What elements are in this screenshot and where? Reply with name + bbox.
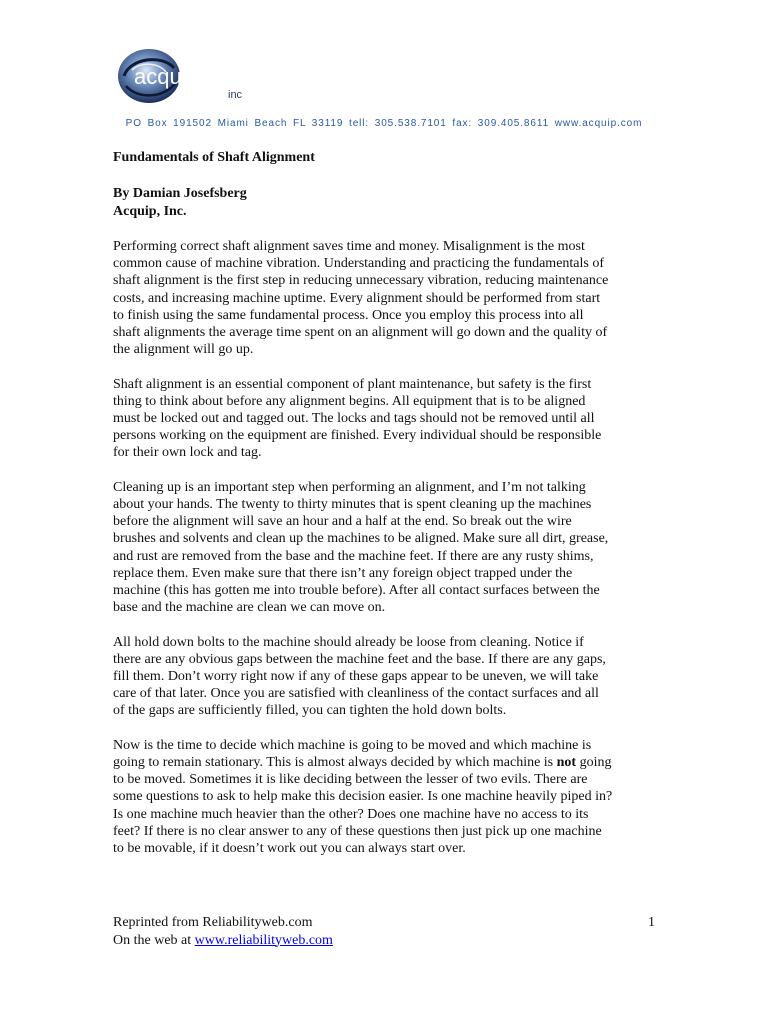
paragraph-text-after: going to be moved. Sometimes it is like deciding between the lesser of two evils. There are some questions to ask to help make this decision easier. Is one machine heavily piped in? Is one machine much heavier than the other? Does one machine have no access to its feet? If there is no clear answer to any of these questions then just pick up one machine to be movable, if it doesn’t work out you can always start over.: [113, 755, 613, 857]
article-author: By Damian Josefsberg: [113, 186, 247, 201]
logo-text: acquip: [134, 64, 199, 89]
article: [113, 149, 653, 874]
paragraph-text-before: Now is the time to decide which machine is going to be moved and which machine is going to remain stationary. This is almost always decided by which machine is: [113, 737, 592, 771]
reprint-note: Reprinted from Reliabilityweb.com: [113, 915, 313, 930]
acquip-logo: [116, 46, 256, 108]
emphasis-not: not: [556, 755, 577, 771]
paragraph-machine-choice: [113, 737, 653, 857]
web-prefix: On the web at: [113, 932, 195, 948]
paragraph-bolts: All hold down bolts to the machine should already be loose from cleaning. Notice if there are any obvious gaps between the machine feet and the base. If there are any gaps, fill them. Don’t worry right now if any of these gaps appear to be uneven, we will take care of that later. Once you are satisfied with cleanliness of the contact surfaces and all of the gaps are sufficiently filled, you can tighten the hold down bolts.: [113, 634, 606, 719]
page-number: 1: [648, 915, 655, 930]
logo-suffix: inc: [228, 89, 243, 101]
article-title: Fundamentals of Shaft Alignment: [113, 150, 315, 165]
reliabilityweb-link[interactable]: www.reliabilityweb.com: [194, 932, 333, 948]
page-footer: [113, 914, 655, 949]
paragraph-intro: Performing correct shaft alignment saves time and money. Misalignment is the most common cause of machine vibration. Understanding and practicing the fundamentals of shaft alignment is the first step in reducing unnecessary vibration, reducing maintenance costs, and increasing machine uptime. Every alignment should be performed from start to finish using the same fundamental process. Once you employ this process into all shaft alignments the average time spent on an alignment will go down and the quality of the alignment will go up.: [113, 239, 609, 358]
paragraph-cleaning: Cleaning up is an important step when performing an alignment, and I’m not talking about your hands. The twenty to thirty minutes that is spent cleaning up the machines before the alignment will save an hour and a half at the end. So break out the wire brushes and solvents and clean up the machines to be aligned. Make sure all dirt, grease, and rust are removed from the base and the machine feet. If there are any rusty shims, replace them. Even make sure that there isn’t any foreign object trapped under the machine (this has gotten me into trouble before). After all contact surfaces between the base and the machine are clean we can move on.: [113, 479, 609, 616]
contact-line: PO Box 191502 Miami Beach FL 33119 tell: 305.538.7101 fax: 309.405.8611 www.acquip.com: [125, 118, 643, 129]
article-company: Acquip, Inc.: [113, 204, 187, 219]
acquip-logo-graphic: [116, 46, 256, 108]
paragraph-safety: Shaft alignment is an essential component of plant maintenance, but safety is the first thing to think about before any alignment begins. All equipment that is to be aligned must be locked out and tagged out. The locks and tags should not be removed until all persons working on the equipment are finished. Every individual should be responsible for their own lock and tag.: [113, 376, 602, 461]
